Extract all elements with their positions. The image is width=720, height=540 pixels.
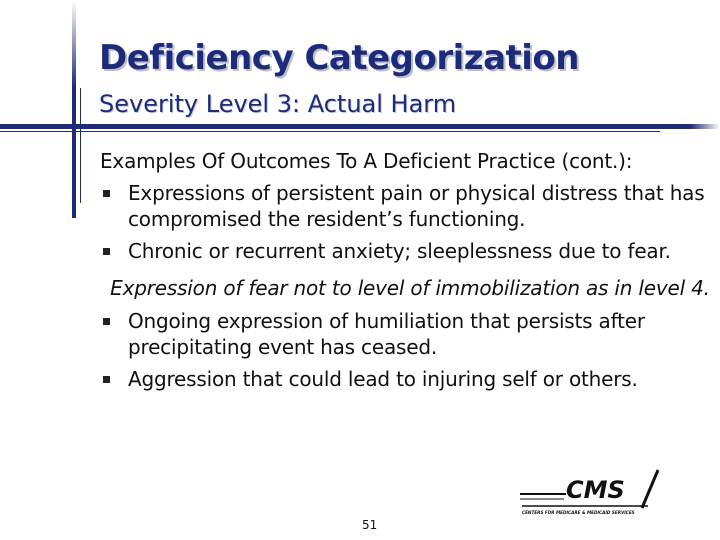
italic-note: Expression of fear not to level of immobilization as in level 4.: [110, 276, 710, 300]
bullet-item: [100, 238, 710, 264]
bullet-item: [100, 308, 710, 360]
cms-logo-text: CMS: [566, 476, 625, 504]
cms-logo: [518, 468, 668, 524]
section-heading: Examples Of Outcomes To A Deficient Practice (cont.):: [100, 149, 633, 173]
frame-horizontal-bar: [0, 124, 690, 129]
bullet-item: [100, 180, 710, 232]
bullet-text: Chronic or recurrent anxiety; sleeplessness due to fear.: [128, 239, 671, 263]
frame-horizontal-fade: [690, 124, 720, 129]
cms-logo-tagline: CENTERS FOR MEDICARE & MEDICAID SERVICES: [522, 510, 635, 515]
page-number: 51: [362, 518, 378, 532]
slide-subtitle: Severity Level 3: Actual Harm: [99, 90, 457, 118]
frame-vertical-line: [80, 88, 81, 203]
square-bullet-icon: [103, 248, 110, 255]
bullet-text: Aggression that could lead to injuring self or others.: [128, 367, 638, 391]
slide-content: [100, 148, 710, 392]
frame-vertical-fade: [72, 0, 76, 88]
square-bullet-icon: [103, 376, 110, 383]
frame-horizontal-line: [0, 131, 660, 132]
bullet-text: Expressions of persistent pain or physical distress that has compromised the resident’s functioning.: [128, 181, 705, 231]
square-bullet-icon: [103, 318, 110, 325]
square-bullet-icon: [103, 190, 110, 197]
frame-vertical-bar: [72, 88, 76, 218]
bullet-item: [100, 366, 710, 392]
slide-title: Deficiency Categorization: [99, 38, 579, 78]
bullet-text: Ongoing expression of humiliation that persists after precipitating event has ceased.: [128, 309, 645, 359]
